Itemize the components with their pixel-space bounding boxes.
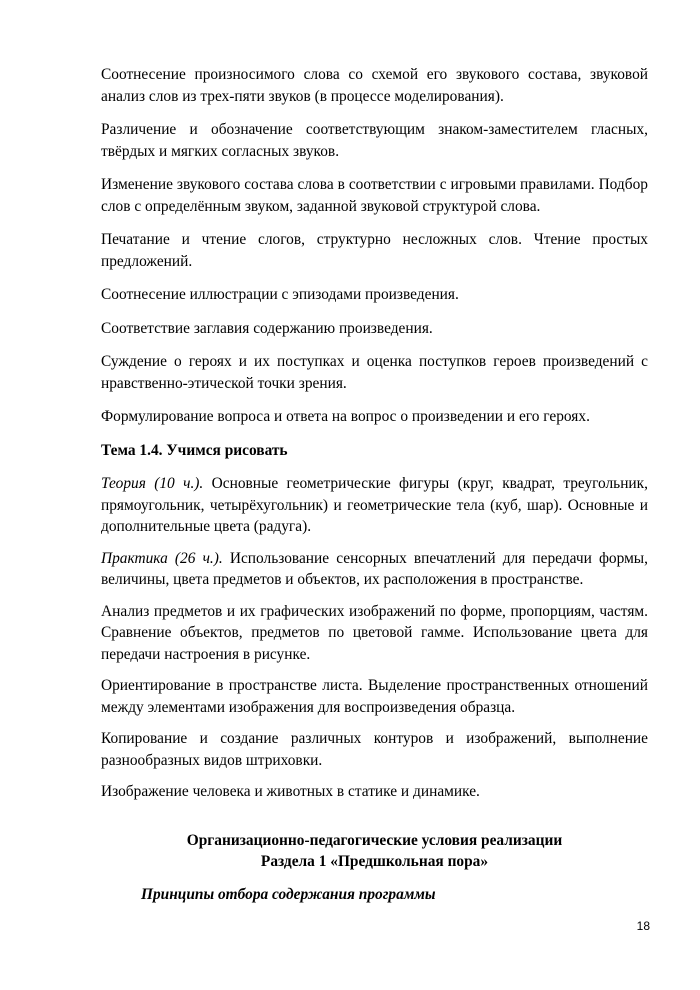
practice-text: Использование сенсорных впечатлений для передачи формы, величины, цвета предметов и объектов, их расположения в пространстве. [101,549,648,588]
section-title-line2: Раздела 1 «Предшкольная пора» [260,853,489,870]
paragraph-human-animals: Изображение человека и животных в статике и динамике. [101,783,480,800]
paragraph-sound-change: Изменение звукового состава слова в соответствии с игровыми правилами. Подбор слов с определённым звуком, заданной звуковой структурой слова. [101,176,648,215]
paragraph-orientation: Ориентирование в пространстве листа. Выделение пространственных отношений между элементами изображения для воспроизведения образца. [101,677,648,716]
practice-lead: Практика (26 ч.). [101,549,223,567]
paragraph-questions: Формулирование вопроса и ответа на вопрос о произведении и его героях. [101,408,590,425]
section-title-line1: Организационно-педагогические условия реализации [186,832,563,849]
paragraph-practice [101,548,648,591]
theory-lead: Теория (10 ч.). [101,475,204,492]
paragraph-heroes-judgement: Суждение о героях и их поступках и оценка поступков героев произведений с нравственно-этической точки зрения. [101,353,648,392]
subsection-title: Принципы отбора содержания программы [141,886,436,903]
paragraph-illustrations: Соотнесение иллюстрации с эпизодами произведения. [101,286,459,303]
page-number: 18 [636,919,650,933]
paragraph-theory [101,473,648,538]
paragraph-title-content: Соответствие заглавия содержанию произведения. [101,319,433,337]
paragraph-analysis: Анализ предметов и их графических изображений по форме, пропорциям, частям. Сравнение объектов, предметов по цветовой гамме. Использование цвета для передачи настроения в рисунке. [101,602,648,663]
paragraph-reading: Печатание и чтение слогов, структурно несложных слов. Чтение простых предложений. [101,231,648,270]
paragraph-vowels-consonants: Различение и обозначение соответствующим знаком-заместителем гласных, твёрдых и мягких согласных звуков. [101,121,648,160]
main-text [101,64,648,803]
paragraph-sound-scheme: Соотнесение произносимого слова со схемой его звукового состава, звуковой анализ слов из трех-пяти звуков (в процессе моделирования). [101,66,648,105]
paragraph-copying: Копирование и создание различных контуров и изображений, выполнение разнообразных видов штриховки. [101,730,648,769]
theory-text: Основные геометрические фигуры (круг, квадрат, треугольник, прямоугольник, четырёхугольник) и геометрические тела (куб, шар). Основные и дополнительные цвета (радуга). [101,475,648,535]
topic-heading: Тема 1.4. Учимся рисовать [101,441,288,459]
